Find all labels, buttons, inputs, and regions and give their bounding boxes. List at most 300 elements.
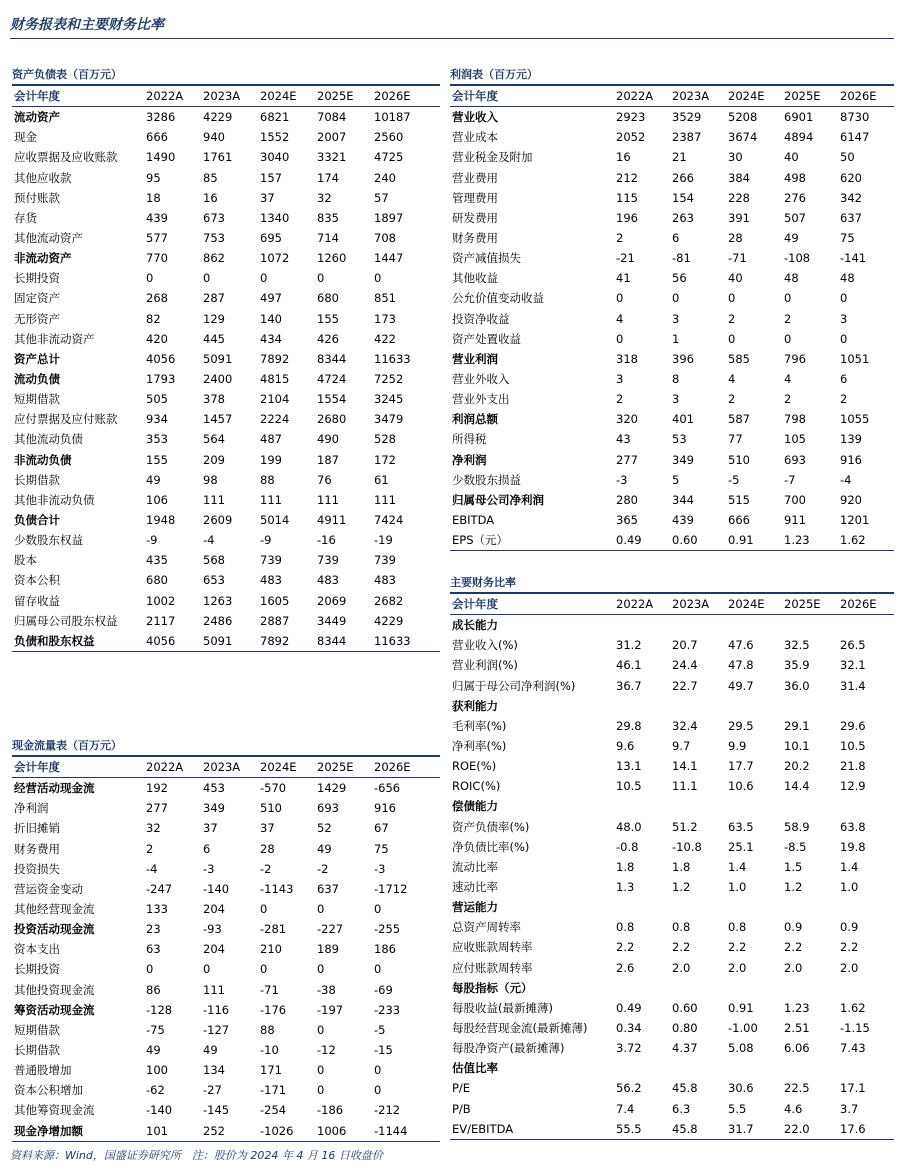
row-value: 61 [374,472,389,487]
row-label: 普通股增加 [14,1063,72,1078]
row-value: 3321 [317,150,347,165]
row-value [782,696,838,716]
table-row [12,611,440,631]
row-value: 2224 [260,412,290,427]
table-row [450,510,894,530]
row-label: 财务费用 [452,231,498,246]
row-value: 0 [317,962,325,977]
table-row [450,696,894,716]
row-label: 归属于母公司净利润(%) [452,678,576,693]
row-value: -233 [374,1002,401,1017]
row-label: 营业收入(%) [452,638,518,653]
row-value: 4.37 [672,1041,698,1056]
table-row [12,228,440,248]
table-row [12,631,440,652]
row-value: 396 [672,351,694,366]
table-caption-row [12,66,440,85]
row-value: -19 [374,533,393,548]
row-value: 0 [146,271,154,286]
row-value: 37 [203,821,218,836]
row-value: 2117 [146,613,176,628]
row-value: 1260 [317,251,347,266]
row-value: 6.06 [784,1041,810,1056]
row-value: 76 [317,472,332,487]
row-value: 2 [146,841,154,856]
row-value: 6 [672,231,680,246]
row-value: 86 [146,982,161,997]
row-value: 2 [616,231,624,246]
row-value: 620 [840,170,862,185]
table-row [450,917,894,937]
table-row [12,450,440,470]
row-value: 1.4 [840,859,859,874]
row-value: 23 [146,922,161,937]
row-value [782,978,838,998]
row-value: 172 [374,452,396,467]
row-value: 6821 [260,110,290,125]
table-row [450,470,894,490]
row-value: 0 [260,271,268,286]
row-value: -4 [146,861,158,876]
row-value: 63.8 [840,819,866,834]
row-value: 739 [317,553,339,568]
row-value: 22.0 [782,1119,838,1140]
row-value: 49 [146,472,161,487]
row-value: 0.91 [726,530,782,551]
row-value: -71 [728,251,747,266]
row-value: 483 [374,573,396,588]
table-row [450,716,894,736]
table-row [12,490,440,510]
table-row [450,288,894,308]
header-year: 2023A [670,85,726,107]
row-value: 1055 [840,412,870,427]
row-value: -3 [374,861,386,876]
row-value: 0.60 [672,1000,698,1015]
row-value: 11633 [374,351,411,366]
row-value: 2 [728,392,736,407]
row-label: 资本支出 [14,942,60,957]
header-year: 2022A [144,756,201,778]
row-value: 40 [728,271,743,286]
table-row [450,1038,894,1058]
row-value [726,897,782,917]
row-value: 2007 [317,130,347,145]
header-year: 2022A [614,85,670,107]
row-value: 2387 [672,130,702,145]
row-value: 49 [317,841,332,856]
row-value: -10.8 [672,839,702,854]
row-value: 10.5 [616,779,642,794]
row-value: 1.8 [616,859,635,874]
row-value: 770 [146,251,168,266]
table-row [450,776,894,796]
row-value: 67 [374,821,389,836]
row-value: -140 [203,881,230,896]
header-year: 2023A [670,593,726,615]
balance-sheet-table [12,66,440,652]
row-value: 196 [616,210,638,225]
row-value: 3 [672,311,680,326]
table-row [12,510,440,530]
row-value: 101 [144,1121,201,1142]
row-value: 1.62 [838,530,894,551]
row-value: 14.1 [672,759,698,774]
row-label: 公允价值变动收益 [452,291,544,306]
row-value: -4 [840,472,852,487]
row-value: 708 [374,231,396,246]
row-value: 0 [317,271,325,286]
source-footnote: 资料来源：Wind，国盛证券研究所 注：股价为 2024 年 4 月 16 日收盘价 [10,1149,383,1162]
table-row [12,591,440,611]
table-row [12,1040,440,1060]
row-value: 37 [260,190,275,205]
row-value: 277 [616,452,638,467]
row-value [726,615,782,636]
table-row [450,450,894,470]
row-value: -5 [374,1022,386,1037]
row-label: 每股净资产(最新摊薄) [452,1041,565,1056]
row-value [670,796,726,816]
row-value: 13.1 [616,759,642,774]
table-caption: 现金流量表（百万元） [12,739,122,752]
row-value: -116 [203,1002,230,1017]
table-row [450,676,894,696]
row-value: 29.6 [840,718,866,733]
table-caption: 主要财务比率 [450,576,516,589]
header-label: 会计年度 [450,85,614,107]
table-row [12,550,440,570]
row-value: 276 [784,190,806,205]
row-value: 483 [317,573,339,588]
row-value: -656 [374,781,401,796]
row-value: 192 [146,781,168,796]
row-label: 其他非流动资产 [14,331,95,346]
row-value: 1948 [146,513,176,528]
row-value: 3529 [672,110,702,125]
row-value: 4894 [784,130,814,145]
row-value: 24.4 [672,658,698,673]
row-value: 0 [374,1063,382,1078]
row-value: -81 [672,251,691,266]
row-value: -75 [146,1022,165,1037]
row-value: 2.0 [672,960,691,975]
row-value: -38 [317,982,336,997]
row-value: 2682 [374,593,404,608]
row-label: 短期借款 [14,392,60,407]
row-value: 568 [203,553,225,568]
row-value: 2052 [616,130,646,145]
row-value: 31.4 [840,678,866,693]
row-value: -9 [260,533,272,548]
row-value [614,978,670,998]
row-value: 673 [203,210,225,225]
row-value: 8730 [840,110,870,125]
table-row [450,736,894,756]
row-value: 56.2 [616,1081,642,1096]
table-row [12,1020,440,1040]
row-value [670,615,726,636]
row-value: 1002 [146,593,176,608]
row-value: -62 [146,1083,165,1098]
row-value: 77 [728,432,743,447]
row-value: 35.9 [784,658,810,673]
row-value: 53 [672,432,687,447]
table-row [12,959,440,979]
table-row [12,168,440,188]
header-year: 2025E [315,85,372,107]
table-row [12,107,440,128]
header-label: 会计年度 [12,85,144,107]
row-value: 17.6 [838,1119,894,1140]
table-header-row [12,85,440,107]
row-value: 1552 [260,130,290,145]
row-value: 1897 [374,210,404,225]
table-row [450,530,894,551]
row-value: 920 [840,492,862,507]
row-label: 应付票据及应付账款 [14,412,118,427]
row-label: 营业利润 [452,351,498,366]
table-row [450,389,894,409]
row-value: 2609 [203,513,233,528]
row-value: 5208 [728,110,758,125]
row-value: 0.49 [614,530,670,551]
row-value: -1143 [260,881,294,896]
row-value: 88 [260,472,275,487]
row-value: 3 [672,392,680,407]
row-value: 95 [146,170,161,185]
row-value: 4229 [203,110,233,125]
row-value: 1.8 [672,859,691,874]
row-value [670,897,726,917]
row-value: 140 [260,311,282,326]
row-value: 8344 [317,351,347,366]
table-row [450,1018,894,1038]
table-row [450,937,894,957]
row-value: 75 [840,231,855,246]
row-label: 资产处置收益 [452,331,521,346]
row-value: 507 [784,210,806,225]
table-header-row [12,756,440,778]
row-value: 2.0 [784,960,803,975]
row-value: 835 [317,210,339,225]
row-value [782,796,838,816]
row-value: 3.72 [616,1041,642,1056]
row-value: 7892 [258,631,315,652]
table-row [12,839,440,859]
row-value: 7424 [374,513,404,528]
row-label: P/B [452,1101,471,1116]
row-value: 0.91 [728,1000,754,1015]
row-value: 1 [672,331,680,346]
row-value: -9 [146,533,158,548]
row-value: 209 [203,452,225,467]
row-value: -1026 [258,1121,315,1142]
row-value: 3674 [728,130,758,145]
row-value [670,978,726,998]
row-label: 长期投资 [14,271,60,286]
row-value: 49.7 [728,678,754,693]
row-value: -5 [728,472,740,487]
row-value: 1429 [317,781,347,796]
row-value [614,796,670,816]
row-label: 非流动负债 [14,452,72,467]
row-label: EPS（元） [450,530,614,551]
row-value: 3 [616,372,624,387]
row-label: 留存收益 [14,593,60,608]
row-label: 投资活动现金流 [14,922,95,937]
row-value: 0.49 [616,1000,642,1015]
row-value: 155 [146,452,168,467]
row-value: 106 [146,492,168,507]
row-label: 其他非流动负债 [14,492,95,507]
row-value: -4 [203,533,215,548]
row-value: -255 [374,922,401,937]
row-value: 9.6 [616,739,635,754]
row-label: 其他经营现金流 [14,902,95,917]
row-value: 133 [146,902,168,917]
table-row [450,1099,894,1119]
row-value: 9.7 [672,739,691,754]
row-value: 100 [146,1063,168,1078]
row-label: 应收账款周转率 [452,940,533,955]
row-value: 862 [203,251,225,266]
row-value [782,1058,838,1078]
row-value: 8344 [315,631,372,652]
row-value: 0 [784,331,792,346]
row-value: 115 [616,190,638,205]
row-value: 0.8 [728,920,747,935]
row-value: 1.2 [672,880,691,895]
row-value: 0 [203,962,211,977]
row-value: -186 [317,1103,344,1118]
row-value: 422 [374,331,396,346]
row-label: 应付账款周转率 [452,960,533,975]
row-value: 268 [146,291,168,306]
header-year: 2024E [258,756,315,778]
row-value: 46.1 [616,658,642,673]
row-value: 4229 [374,613,404,628]
row-value: 51.2 [672,819,698,834]
row-value [838,796,894,816]
row-value: 1.23 [784,1000,810,1015]
header-year: 2025E [315,756,372,778]
row-value: -176 [260,1002,287,1017]
row-value: 2104 [260,392,290,407]
row-value [838,615,894,636]
row-value: 4 [784,372,792,387]
header-year: 2026E [838,85,894,107]
row-value: 6 [840,372,848,387]
row-value: -212 [374,1103,401,1118]
row-value: 528 [374,432,396,447]
row-value: 18 [146,190,161,205]
row-value: 0 [374,962,382,977]
row-value: 52 [317,821,332,836]
table-row [450,429,894,449]
header-year: 2025E [782,593,838,615]
table-row [12,349,440,369]
row-value: 6 [203,841,211,856]
row-value: 4725 [374,150,404,165]
header-year: 2022A [614,593,670,615]
header-label: 会计年度 [450,593,614,615]
row-value: 2.2 [840,940,859,955]
row-label: 资产减值损失 [452,251,521,266]
row-label: 利润总额 [452,412,498,427]
row-label: 其他流动资产 [14,231,83,246]
row-label: 长期借款 [14,1043,60,1058]
row-label: 归属母公司股东权益 [14,613,118,628]
row-value: 0.34 [616,1021,642,1036]
row-value: 487 [260,432,282,447]
row-value: 174 [317,170,339,185]
row-value: 453 [203,781,225,796]
row-value: 1761 [203,150,233,165]
row-value: -140 [146,1103,173,1118]
row-value: 17.7 [728,759,754,774]
row-value: 2680 [317,412,347,427]
row-value: -145 [203,1103,230,1118]
row-value: -128 [146,1002,173,1017]
row-value: 11633 [372,631,440,652]
row-value: 2 [728,311,736,326]
row-value [838,696,894,716]
row-label: 投资净收益 [452,311,510,326]
row-value: 21 [672,150,687,165]
row-value: -3 [203,861,215,876]
row-value: 349 [672,452,694,467]
row-value: 2.2 [672,940,691,955]
row-label: ROIC(%) [452,779,501,794]
row-value: 32 [317,190,332,205]
row-value: 2.6 [616,960,635,975]
row-value: 0 [146,962,154,977]
row-value: 4 [616,311,624,326]
row-value: 212 [616,170,638,185]
row-label: 获利能力 [452,698,498,713]
row-value: 353 [146,432,168,447]
row-value: 154 [672,190,694,205]
row-value: 47.8 [728,658,754,673]
row-value: 666 [728,513,750,528]
header-year: 2024E [726,593,782,615]
row-value: 30 [728,150,743,165]
row-value: -127 [203,1022,230,1037]
row-value: 111 [203,492,225,507]
row-value: 3.7 [840,1101,859,1116]
row-value: 653 [203,573,225,588]
row-value: 5 [672,472,680,487]
row-value: 2400 [203,372,233,387]
row-value: 2 [784,311,792,326]
row-value: 435 [146,553,168,568]
row-value: 47.6 [728,638,754,653]
row-value: 498 [784,170,806,185]
row-value: 45.8 [672,1081,698,1096]
row-value: 934 [146,412,168,427]
table-row [12,778,440,799]
table-row [450,756,894,776]
row-value: 280 [616,492,638,507]
row-value [670,1058,726,1078]
row-value: -1.00 [728,1021,758,1036]
row-label: 财务费用 [14,841,60,856]
row-value: 43 [616,432,631,447]
row-label: 管理费用 [452,190,498,205]
row-label: 每股收益(最新摊薄) [452,1000,553,1015]
row-value: 75 [374,841,389,856]
